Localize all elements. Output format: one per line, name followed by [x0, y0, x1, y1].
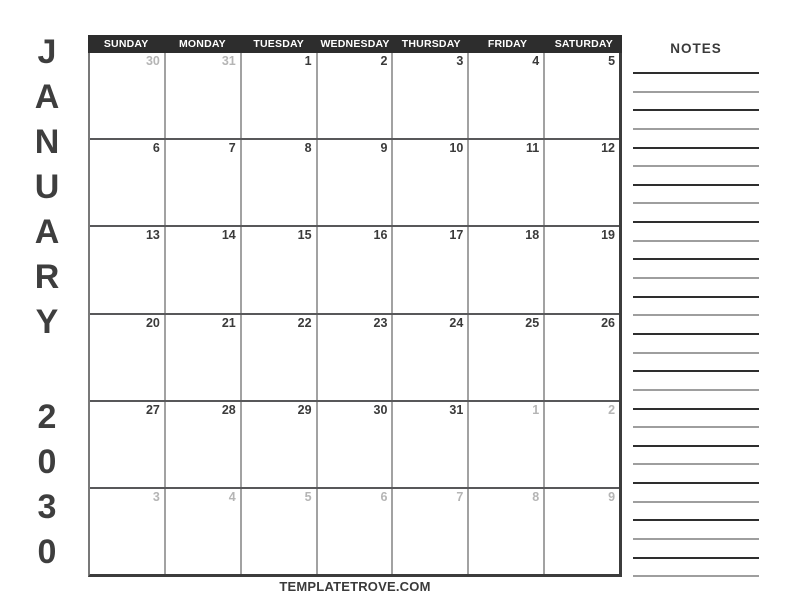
calendar-day-cell: 4	[467, 53, 543, 138]
calendar-day-cell: 8	[240, 140, 316, 225]
calendar-day-cell: 28	[164, 402, 240, 487]
calendar-week-row	[90, 138, 619, 225]
calendar-day-cell: 24	[391, 315, 467, 400]
calendar-day-cell: 23	[316, 315, 392, 400]
notes-rule-line	[633, 426, 759, 428]
calendar-day-cell: 11	[467, 140, 543, 225]
calendar-week-row	[90, 400, 619, 487]
month-letter: Y	[35, 303, 59, 341]
year-digit: 0	[37, 533, 57, 571]
notes-rule-line	[633, 408, 759, 410]
notes-rule-line	[633, 128, 759, 130]
month-letter: R	[34, 258, 60, 296]
calendar-day-cell: 3	[152, 489, 160, 504]
calendar-day-cell: 9	[543, 489, 619, 574]
calendar-day-cell: 31	[391, 402, 467, 487]
notes-rule-line	[633, 575, 759, 577]
weekday-header-sunday: SUNDAY	[103, 38, 149, 50]
calendar-day-cell: 10	[391, 140, 467, 225]
calendar-day-cell: 7	[391, 489, 467, 574]
notes-rule-line	[633, 370, 759, 372]
notes-title: NOTES	[670, 41, 722, 56]
notes-rule-line	[633, 314, 759, 316]
weekday-header-wednesday: WEDNESDAY	[320, 38, 390, 50]
year-digit: 3	[37, 488, 57, 526]
notes-rule-line	[633, 501, 759, 503]
calendar-day-cell: 9	[316, 140, 392, 225]
notes-rule-line	[633, 72, 759, 74]
notes-rule-line	[633, 352, 759, 354]
calendar-day-cell: 15	[240, 227, 316, 312]
calendar-day-cell: 30	[145, 54, 160, 68]
calendar-day-cell: 19	[543, 227, 619, 312]
calendar-week-row	[90, 313, 619, 400]
notes-lines	[633, 72, 759, 594]
calendar-day-cell: 16	[316, 227, 392, 312]
year-digit: 2	[37, 398, 57, 436]
notes-rule-line	[633, 240, 759, 242]
calendar-day-cell: 18	[467, 227, 543, 312]
notes-rule-line	[633, 557, 759, 559]
calendar-day-cell: 12	[543, 140, 619, 225]
calendar-day-cell: 29	[240, 402, 316, 487]
notes-rule-line	[633, 202, 759, 204]
calendar-day-cell: 14	[164, 227, 240, 312]
notes-rule-line	[633, 109, 759, 111]
notes-rule-line	[633, 482, 759, 484]
month-letter: J	[37, 33, 57, 71]
weekday-header-friday: FRIDAY	[487, 38, 528, 50]
calendar-day-cell: 7	[164, 140, 240, 225]
calendar-day-cell: 25	[467, 315, 543, 400]
calendar-day-cell: 1	[467, 402, 543, 487]
calendar-week-row	[90, 225, 619, 312]
notes-rule-line	[633, 258, 759, 260]
calendar-day-cell: 17	[391, 227, 467, 312]
calendar-day-cell: 27	[145, 402, 160, 417]
calendar-day-cell: 2	[543, 402, 619, 487]
vertical-month-year-label	[24, 30, 70, 575]
calendar-day-cell: 20	[145, 315, 160, 330]
notes-rule-line	[633, 165, 759, 167]
calendar-body	[88, 53, 622, 577]
weekday-header-saturday: SATURDAY	[554, 38, 613, 50]
calendar-grid	[88, 35, 622, 577]
notes-rule-line	[633, 333, 759, 335]
calendar-day-cell: 1	[240, 53, 316, 138]
year-digit: 0	[37, 443, 57, 481]
footer-watermark: TEMPLATETROVE.COM	[279, 579, 431, 594]
notes-rule-line	[633, 147, 759, 149]
weekday-header-monday: MONDAY	[178, 38, 226, 50]
calendar-day-cell: 4	[164, 489, 240, 574]
calendar-day-cell: 31	[164, 53, 240, 138]
calendar-week-row	[90, 487, 619, 574]
notes-rule-line	[633, 296, 759, 298]
calendar-day-cell: 30	[316, 402, 392, 487]
calendar-day-cell: 8	[467, 489, 543, 574]
notes-rule-line	[633, 389, 759, 391]
notes-rule-line	[633, 445, 759, 447]
notes-rule-line	[633, 538, 759, 540]
calendar-day-cell: 5	[240, 489, 316, 574]
calendar-day-cell: 3	[391, 53, 467, 138]
notes-rule-line	[633, 221, 759, 223]
calendar-day-cell: 21	[164, 315, 240, 400]
month-letter: N	[34, 123, 60, 161]
weekday-header-thursday: THURSDAY	[401, 38, 461, 50]
calendar-day-cell: 2	[316, 53, 392, 138]
notes-rule-line	[633, 519, 759, 521]
month-letter: A	[34, 213, 60, 251]
month-letter: A	[34, 78, 60, 116]
notes-rule-line	[633, 463, 759, 465]
notes-rule-line	[633, 91, 759, 93]
calendar-day-cell: 6	[316, 489, 392, 574]
weekday-header-tuesday: TUESDAY	[253, 38, 304, 50]
month-letter: U	[34, 168, 60, 206]
notes-rule-line	[633, 277, 759, 279]
calendar-day-cell: 22	[240, 315, 316, 400]
notes-rule-line	[633, 184, 759, 186]
calendar-day-cell: 6	[152, 141, 160, 156]
calendar-day-cell: 5	[543, 53, 619, 138]
calendar-day-cell: 26	[543, 315, 619, 400]
calendar-week-row	[90, 53, 619, 138]
weekday-header-bar	[88, 35, 622, 53]
calendar-day-cell: 13	[145, 228, 160, 243]
